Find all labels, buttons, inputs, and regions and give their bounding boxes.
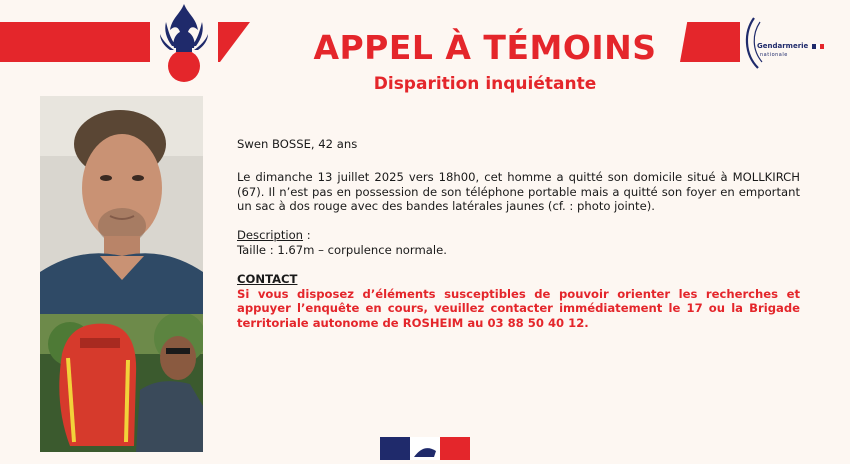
description-text: Taille : 1.67m – corpulence normale. [237, 242, 447, 257]
marianne-flag-icon [380, 437, 470, 460]
person-name: Swen BOSSE, 42 ans [237, 137, 358, 151]
description-heading-line [237, 228, 800, 243]
page-subtitle: Disparition inquiétante [373, 74, 597, 94]
description-heading: Description [237, 228, 304, 243]
page-title: APPEL À TÉMOINS [313, 28, 657, 67]
backpack-photo [40, 314, 203, 452]
description-colon: : [303, 228, 311, 243]
grenade-emblem-icon [150, 0, 218, 92]
disappearance-details: Le dimanche 13 juillet 2025 vers 18h00, cet homme a quitté son domicile situé à MOLLKIRCH (67). Il n’est pas en possession de son téléphone portable mais a quitté son foyer en emportant un sac à dos rouge avec des bandes latérales jaunes (cf. : photo jointe). [237, 169, 800, 214]
notice-body [237, 137, 800, 331]
gendarmerie-logo-text: Gendarmerie [757, 42, 809, 50]
portrait-photo [40, 96, 203, 314]
gendarmerie-logo-subtext: nationale [760, 52, 788, 58]
contact-heading: CONTACT [237, 271, 298, 286]
contact-text: Si vous disposez d’éléments susceptibles de pouvoir orienter les recherches et appuyer l’enquête en cours, veuillez contacter immédiatement le 17 ou la Brigade territoriale autonome de ROSHEIM au 03 88 50 40 12. [237, 286, 800, 331]
